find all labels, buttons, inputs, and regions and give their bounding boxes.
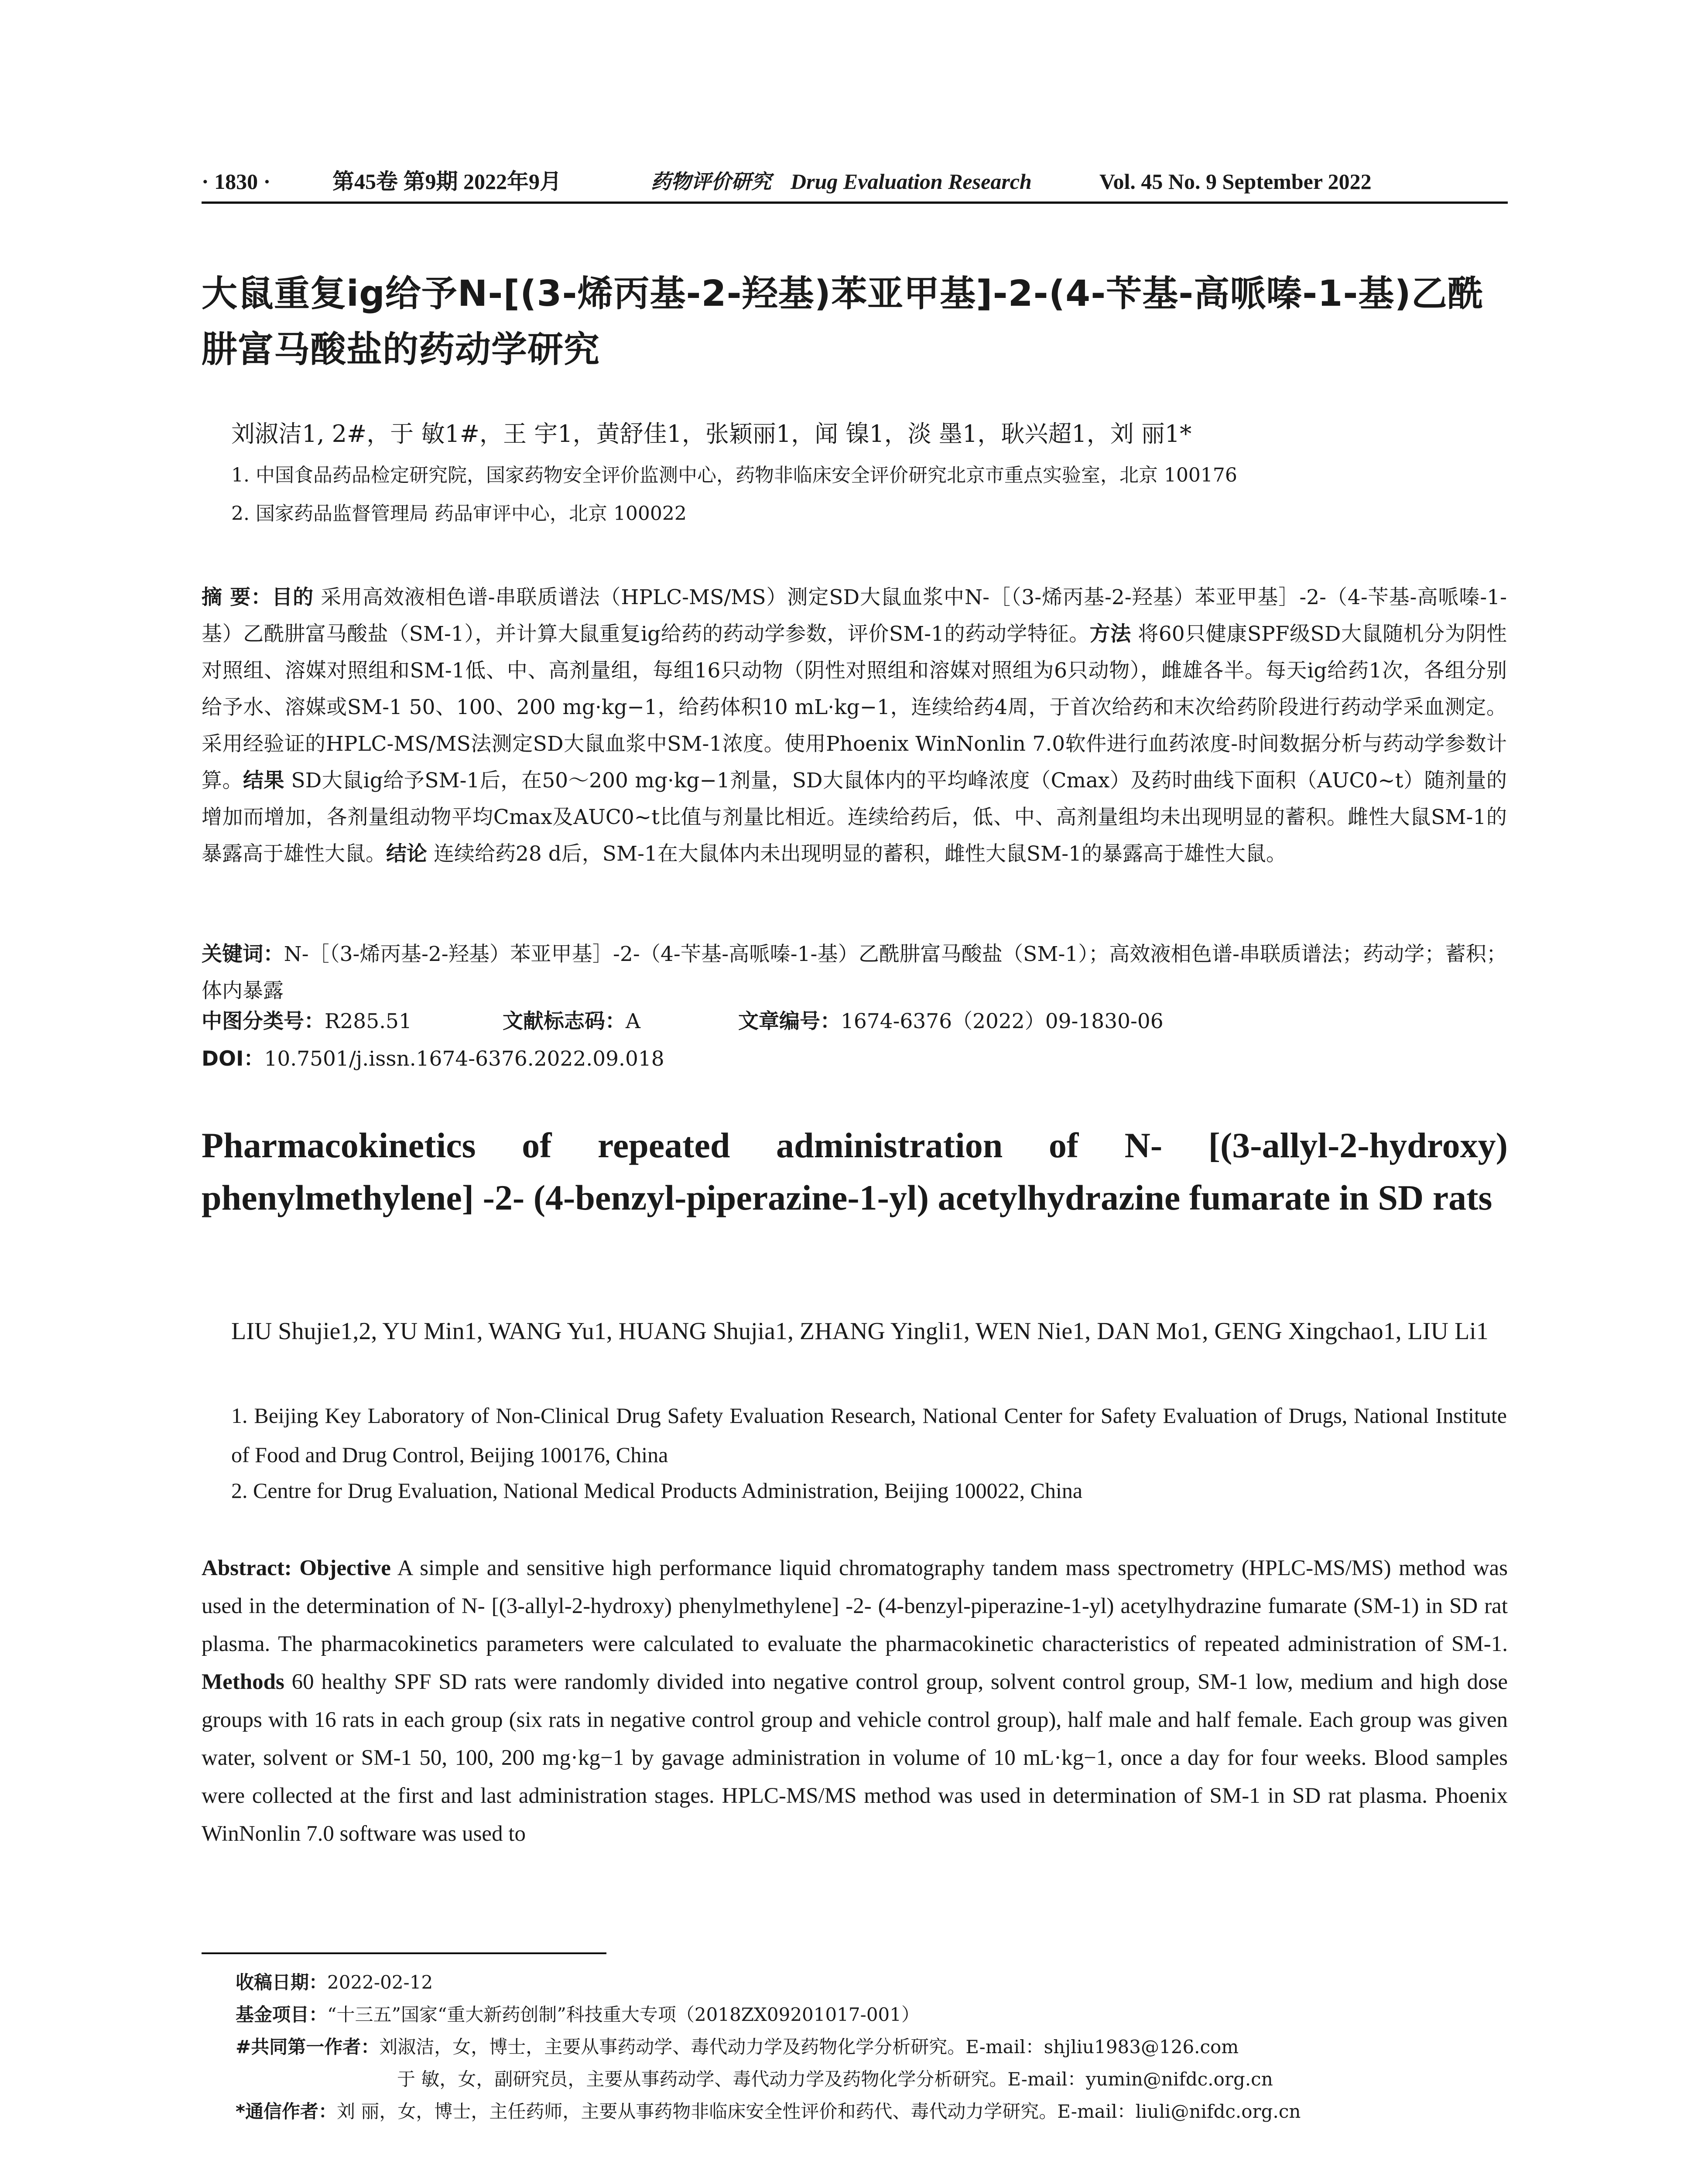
article-number-value: 1674-6376（2022）09-1830-06 xyxy=(841,1009,1164,1033)
keywords-cn xyxy=(202,936,1507,1009)
received-label: 收稿日期： xyxy=(236,1972,328,1993)
results-cn-label: 结果 xyxy=(243,769,284,793)
fund-label: 基金项目： xyxy=(236,2004,328,2025)
cofirst-author-1: 刘淑洁，女，博士，主要从事药动学、毒代动力学及药物化学分析研究。E-mail：shjliu1983@126.com xyxy=(379,2036,1239,2058)
doc-code-label: 文献标志码： xyxy=(503,1009,626,1033)
abstract-en xyxy=(202,1549,1508,1853)
methods-en-label: Methods xyxy=(202,1670,284,1694)
authors-en: LIU Shujie1,2, YU Min1, WANG Yu1, HUANG Shujia1, ZHANG Yingli1, WEN Nie1, DAN Mo1, GENG Xingchao1, LIU Li1 xyxy=(231,1318,1489,1345)
footnote-corresponding xyxy=(236,2096,1509,2128)
keywords-cn-text: N-［（3-烯丙基-2-羟基）苯亚甲基］-2-（4-苄基-高哌嗪-1-基）乙酰肼富马酸盐（SM-1）；高效液相色谱-串联质谱法；药动学；蓄积；体内暴露 xyxy=(202,942,1507,1003)
objective-cn-text: 采用高效液相色谱-串联质谱法（HPLC-MS/MS）测定SD大鼠血浆中N-［（3-烯丙基-2-羟基）苯亚甲基］-2-（4-苄基-高哌嗪-1-基）乙酰肼富马酸盐（SM-1），并计算大鼠重复ig给药的药动学参数，评价SM-1的药动学特征。 xyxy=(202,585,1507,646)
authors-cn: 刘淑洁1, 2#，于 敏1#，王 宇1，黄舒佳1，张颖丽1，闻 镍1，淡 墨1，耿兴超1，刘 丽1* xyxy=(231,420,1192,448)
footnote-fund xyxy=(236,1999,1509,2031)
header-rule xyxy=(202,202,1508,204)
footnote-received xyxy=(236,1966,1509,1999)
methods-en-text: 60 healthy SPF SD rats were randomly divided into negative control group, solvent control group, SM-1 low, medium and high dose groups with 16 rats in each group (six rats in negative control group and vehicle control group), half male and half female. Each group was given water, solvent or SM-1 50, 100, 200 mg·kg−1 by gavage administration in volume of 10 mL·kg−1, once a day for four weeks. Blood samples were collected at the first and last administration stages. HPLC-MS/MS method was used in determination of SM-1 in SD rat plasma. Phoenix WinNonlin 7.0 software was used to xyxy=(202,1670,1508,1846)
corresponding-author: 刘 丽，女，博士，主任药师，主要从事药物非临床安全性评价和药代、毒代动力学研究。E-mail：liuli@nifdc.org.cn xyxy=(336,2101,1301,2122)
fund-text: “十三五”国家“重大新药创制”科技重大专项（2018ZX09201017-001） xyxy=(327,2004,920,2025)
objective-en-text: A simple and sensitive high performance liquid chromatography tandem mass spectrometry (HPLC-MS/MS) method was used in the determination of N- [(3-allyl-2-hydroxy) phenylmethylene] -2- (4-benzyl-piperazine-1-yl) acetylhydrazine fumarate (SM-1) in SD rat plasma. The pharmacokinetics parameters were calculated to evaluate the pharmacokinetic characteristics of repeated administration of SM-1. xyxy=(202,1556,1508,1656)
volume-issue-cn: 第45卷 第9期 2022年9月 xyxy=(332,169,561,194)
footnote-rule xyxy=(202,1952,606,1954)
methods-cn-label: 方法 xyxy=(1089,622,1131,646)
running-header xyxy=(202,169,1508,194)
footnotes xyxy=(236,1966,1509,2128)
footnote-cofirst xyxy=(236,2031,1509,2063)
volume-issue-en: Vol. 45 No. 9 September 2022 xyxy=(1099,169,1372,194)
page-number: · 1830 · xyxy=(202,169,271,194)
affiliation-cn-2: 2. 国家药品监督管理局 药品审评中心，北京 100022 xyxy=(231,503,687,525)
abstract-cn-label: 摘 要： xyxy=(202,585,272,609)
document-code xyxy=(503,1006,640,1037)
journal-name-en: Drug Evaluation Research xyxy=(791,169,1032,194)
affiliation-cn-1: 1. 中国食品药品检定研究院，国家药物安全评价监测中心，药物非临床安全评价研究北京市重点实验室，北京 100176 xyxy=(231,464,1237,486)
cofirst-label: #共同第一作者： xyxy=(236,2036,380,2058)
affiliation-en-2: 2. Centre for Drug Evaluation, National Medical Products Administration, Beijing 100022, China xyxy=(231,1478,1083,1503)
abstract-en-label: Abstract: xyxy=(202,1556,292,1580)
affiliation-en-1: 1. Beijing Key Laboratory of Non-Clinical Drug Safety Evaluation Research, National Center for Safety Evaluation of Drugs, National Institute of Food and Drug Control, Beijing 100176, China xyxy=(231,1403,1507,1467)
article-number xyxy=(738,1006,1164,1037)
corresponding-label: *通信作者： xyxy=(236,2101,337,2122)
keywords-cn-label: 关键词： xyxy=(202,942,284,966)
journal-name-cn: 药物评价研究 xyxy=(651,170,771,193)
footnote-cofirst-2 xyxy=(236,2063,1509,2096)
objective-en-label: Objective xyxy=(299,1556,391,1580)
article-number-label: 文章编号： xyxy=(738,1009,841,1033)
doi-line xyxy=(202,1043,664,1075)
results-cn-text: SD大鼠ig给予SM-1后，在50～200 mg·kg−1剂量，SD大鼠体内的平均峰浓度（Cmax）及药时曲线下面积（AUC0~t）随剂量的增加而增加，各剂量组动物平均Cmax及AUC0~t比值与剂量比相近。连续给药后，低、中、高剂量组均未出现明显的蓄积。雌性大鼠SM-1的暴露高于雄性大鼠。 xyxy=(202,769,1507,866)
doi-value[interactable]: 10.7501/j.issn.1674-6376.2022.09.018 xyxy=(264,1047,664,1071)
abstract-cn xyxy=(202,579,1507,872)
objective-cn-label: 目的 xyxy=(272,585,314,609)
clc-value: R285.51 xyxy=(325,1009,412,1033)
clc-number xyxy=(202,1006,412,1037)
conclusion-cn-text: 连续给药28 d后，SM-1在大鼠体内未出现明显的蓄积，雌性大鼠SM-1的暴露高于雄性大鼠。 xyxy=(433,842,1287,866)
title-cn: 大鼠重复ig给予N-[(3-烯丙基-2-羟基)苯亚甲基]-2-(4-苄基-高哌嗪-1-基)乙酰肼富马酸盐的药动学研究 xyxy=(202,273,1484,370)
doi-label: DOI： xyxy=(202,1047,264,1071)
methods-cn-text: 将60只健康SPF级SD大鼠随机分为阴性对照组、溶媒对照组和SM-1低、中、高剂量组，每组16只动物（阴性对照组和溶媒对照组为6只动物），雌雄各半。每天ig给药1次，各组分别给予水、溶媒或SM-1 50、100、200 mg·kg−1，给药体积10 mL·kg−1，连续给药4周，于首次给药和末次给药阶段进行药动学采血测定。采用经验证的HPLC-MS/MS法测定SD大鼠血浆中SM-1浓度。使用Phoenix WinNonlin 7.0软件进行血药浓度-时间数据分析与药动学参数计算。 xyxy=(202,622,1507,793)
clc-label: 中图分类号： xyxy=(202,1009,325,1033)
cofirst-author-2: 于 敏，女，副研究员，主要从事药动学、毒代动力学及药物化学分析研究。E-mail：yumin@nifdc.org.cn xyxy=(397,2068,1273,2090)
title-en: Pharmacokinetics of repeated administration of N- [(3-allyl-2-hydroxy) phenylmethylene] -2- (4-benzyl-piperazine-1-yl) acetylhydrazine fumarate in SD rats xyxy=(202,1125,1508,1217)
doc-code-value: A xyxy=(626,1009,640,1033)
received-date: 2022-02-12 xyxy=(327,1972,433,1993)
conclusion-cn-label: 结论 xyxy=(386,842,427,866)
